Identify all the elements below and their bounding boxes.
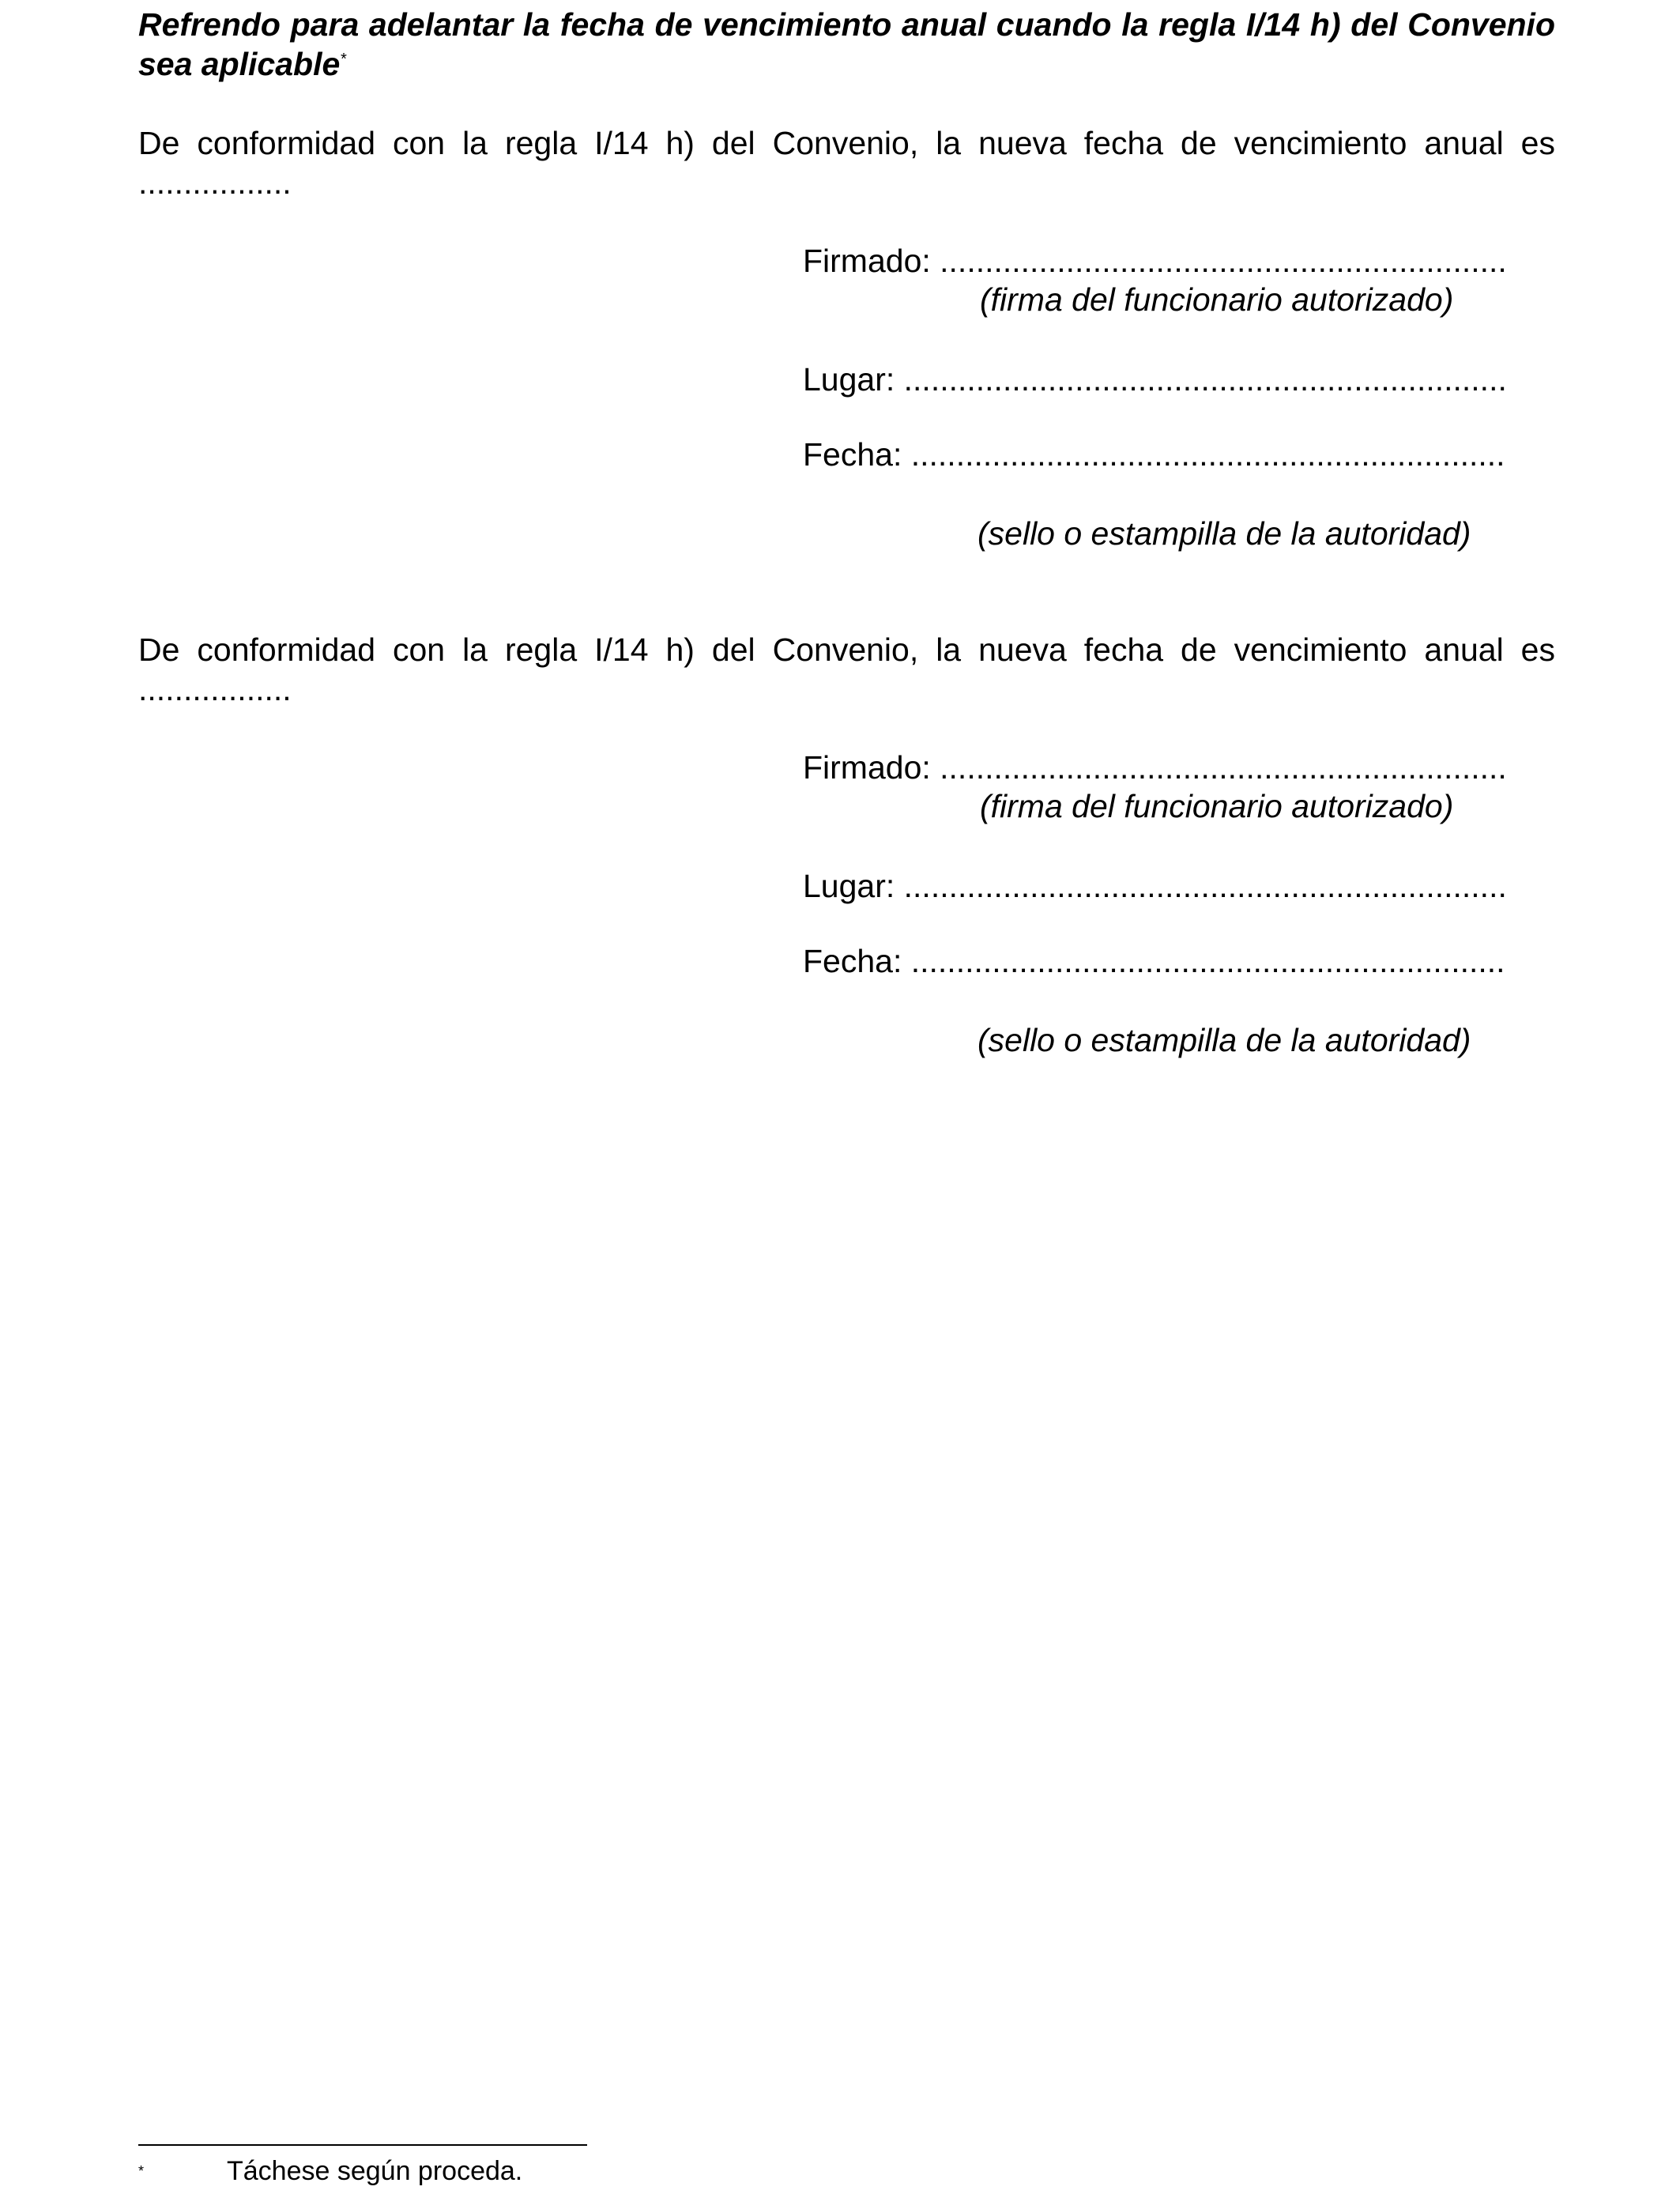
place-line-1: Lugar: ................................................................... bbox=[803, 361, 1507, 398]
footnote bbox=[138, 2155, 522, 2187]
seal-caption-2: (sello o estampilla de la autoridad) bbox=[977, 1022, 1471, 1058]
signed-line-1: Firmado: ............................................................... bbox=[803, 243, 1507, 279]
signature-caption-1: (firma del funcionario autorizado) bbox=[980, 281, 1454, 318]
heading-text: Refrendo para adelantar la fecha de vencimiento anual cuando la regla I/14 h) del Convenio sea aplicable bbox=[138, 6, 1555, 82]
footnote-separator bbox=[138, 2144, 587, 2146]
place-line-2: Lugar: ................................................................... bbox=[803, 868, 1507, 904]
heading-footnote-marker: * bbox=[340, 51, 347, 68]
endorsement-heading bbox=[138, 5, 1555, 84]
seal-caption-1: (sello o estampilla de la autoridad) bbox=[977, 515, 1471, 552]
endorsement-paragraph-1: De conformidad con la regla I/14 h) del Convenio, la nueva fecha de vencimiento anual es ................. bbox=[138, 125, 1555, 201]
signed-line-2: Firmado: ............................................................... bbox=[803, 749, 1507, 786]
date-line-2: Fecha: .................................................................. bbox=[803, 943, 1505, 979]
footnote-text: Táchese según proceda. bbox=[227, 2156, 523, 2186]
endorsement-paragraph-2: De conformidad con la regla I/14 h) del Convenio, la nueva fecha de vencimiento anual es ................. bbox=[138, 631, 1555, 707]
date-line-1: Fecha: .................................................................. bbox=[803, 436, 1505, 473]
footnote-marker: * bbox=[138, 2163, 145, 2179]
signature-caption-2: (firma del funcionario autorizado) bbox=[980, 788, 1454, 824]
